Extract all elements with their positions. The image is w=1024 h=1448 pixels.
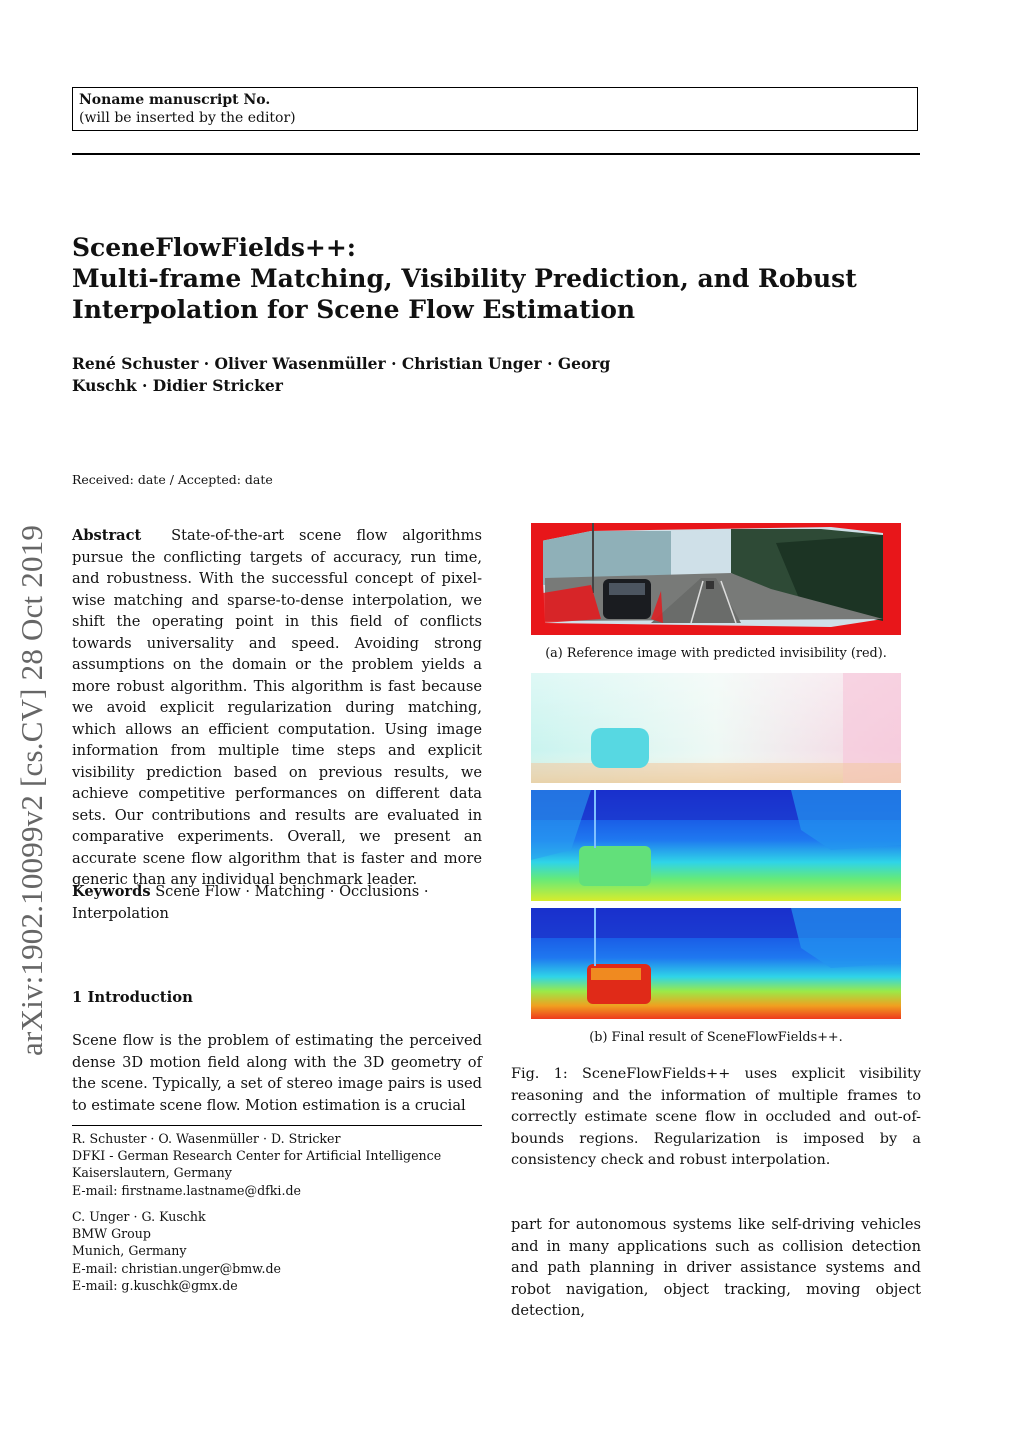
keywords-text: Scene Flow · Matching · Occlusions · Interpolation [72, 883, 429, 922]
affiliation-email[interactable]: E-mail: firstname.lastname@dfki.de [72, 1182, 301, 1198]
editor-box [72, 87, 918, 131]
figure-1-caption: Fig. 1: SceneFlowFields++ uses explicit visibility reasoning and the information of multiple frames to correctly estimate scene flow in occluded and out-of-bounds regions. Regularization is imposed by a consistency check and robust interpolation. [511, 1066, 921, 1168]
editor-note: (will be inserted by the editor) [79, 110, 296, 126]
affiliation-email[interactable]: E-mail: christian.unger@bmw.de [72, 1260, 281, 1276]
figure-reference-image [531, 523, 901, 635]
intro-paragraph-continued: part for autonomous systems like self-driving vehicles and in many applications such as collision detection and path planning in driver assistance systems and robot navigation, object tracking, moving object detection, [511, 1216, 921, 1319]
title-line-1: SceneFlowFields++: [72, 233, 357, 262]
figure-disparity-image-1 [531, 790, 901, 901]
footnote-rule [72, 1125, 482, 1126]
affiliation-location: Kaiserslautern, Germany [72, 1165, 232, 1181]
affiliation-institute: BMW Group [72, 1226, 151, 1242]
affiliation-dfki [72, 1130, 492, 1199]
affiliation-institute: DFKI - German Research Center for Artificial Intelligence [72, 1148, 442, 1164]
figure-flow-image [531, 673, 901, 783]
optical-flow-graphic [531, 673, 901, 783]
disparity-graphic-1 [531, 790, 901, 901]
abstract [72, 525, 482, 891]
abstract-text: State-of-the-art scene flow algorithms pursue the conflicting targets of accuracy, run time, and robustness. With the successful concept of pixel-wise matching and sparse-to-dense interpolation, we shift the operating point in this field of conflicts towards universality and speed. Avoiding strong assumptions on the domain or the problem yields a more robust algorithm. This algorithm is fast because we avoid explicit regularization during matching, which allows an efficient computation. Using image information from multiple time steps and explicit visibility prediction based on previous results, we achieve competitive performances on different data sets. Our contributions and results are evaluated in comparative experiments. Overall, we present an accurate scene flow algorithm that is faster and more generic than any individual benchmark leader. [72, 527, 482, 888]
manuscript-number-label: Noname manuscript No. [79, 92, 271, 108]
figure-disparity-image-2 [531, 908, 901, 1019]
affiliation-location: Munich, Germany [72, 1243, 187, 1259]
figure-caption-b: (b) Final result of SceneFlowFields++. [589, 1030, 843, 1045]
arxiv-stamp[interactable]: arXiv:1902.10099v2 [cs.CV] 28 Oct 2019 [14, 524, 49, 1056]
disparity-graphic-2 [531, 908, 901, 1019]
title-line-3: Interpolation for Scene Flow Estimation [72, 295, 636, 324]
abstract-label: Abstract [72, 527, 142, 544]
section-heading-introduction: 1 Introduction [72, 989, 193, 1006]
title-line-2: Multi-frame Matching, Visibility Prediction, and Robust [72, 264, 857, 293]
figure-caption-a: (a) Reference image with predicted invisibility (red). [545, 646, 887, 661]
authors-line-2: Kuschk · Didier Stricker [72, 376, 283, 395]
affiliation-email[interactable]: E-mail: g.kuschk@gmx.de [72, 1277, 238, 1293]
affiliation-authors: R. Schuster · O. Wasenmüller · D. Stricker [72, 1131, 341, 1146]
header-rule [72, 153, 920, 155]
affiliation-bmw [72, 1208, 492, 1294]
reference-image-graphic [531, 523, 901, 635]
affiliation-authors: C. Unger · G. Kuschk [72, 1209, 206, 1224]
received-date: Received: date / Accepted: date [72, 472, 273, 487]
intro-paragraph: Scene flow is the problem of estimating the perceived dense 3D motion field along with the 3D geometry of the scene. Typically, a set of stereo image pairs is used to estimate scene flow. Motion estimation is a crucial [72, 1032, 482, 1114]
authors-line-1: René Schuster · Oliver Wasenmüller · Christian Unger · Georg [72, 354, 611, 373]
paper-title [72, 232, 932, 325]
keywords-label: Keywords [72, 883, 151, 900]
keywords [72, 881, 482, 924]
author-list [72, 353, 692, 397]
